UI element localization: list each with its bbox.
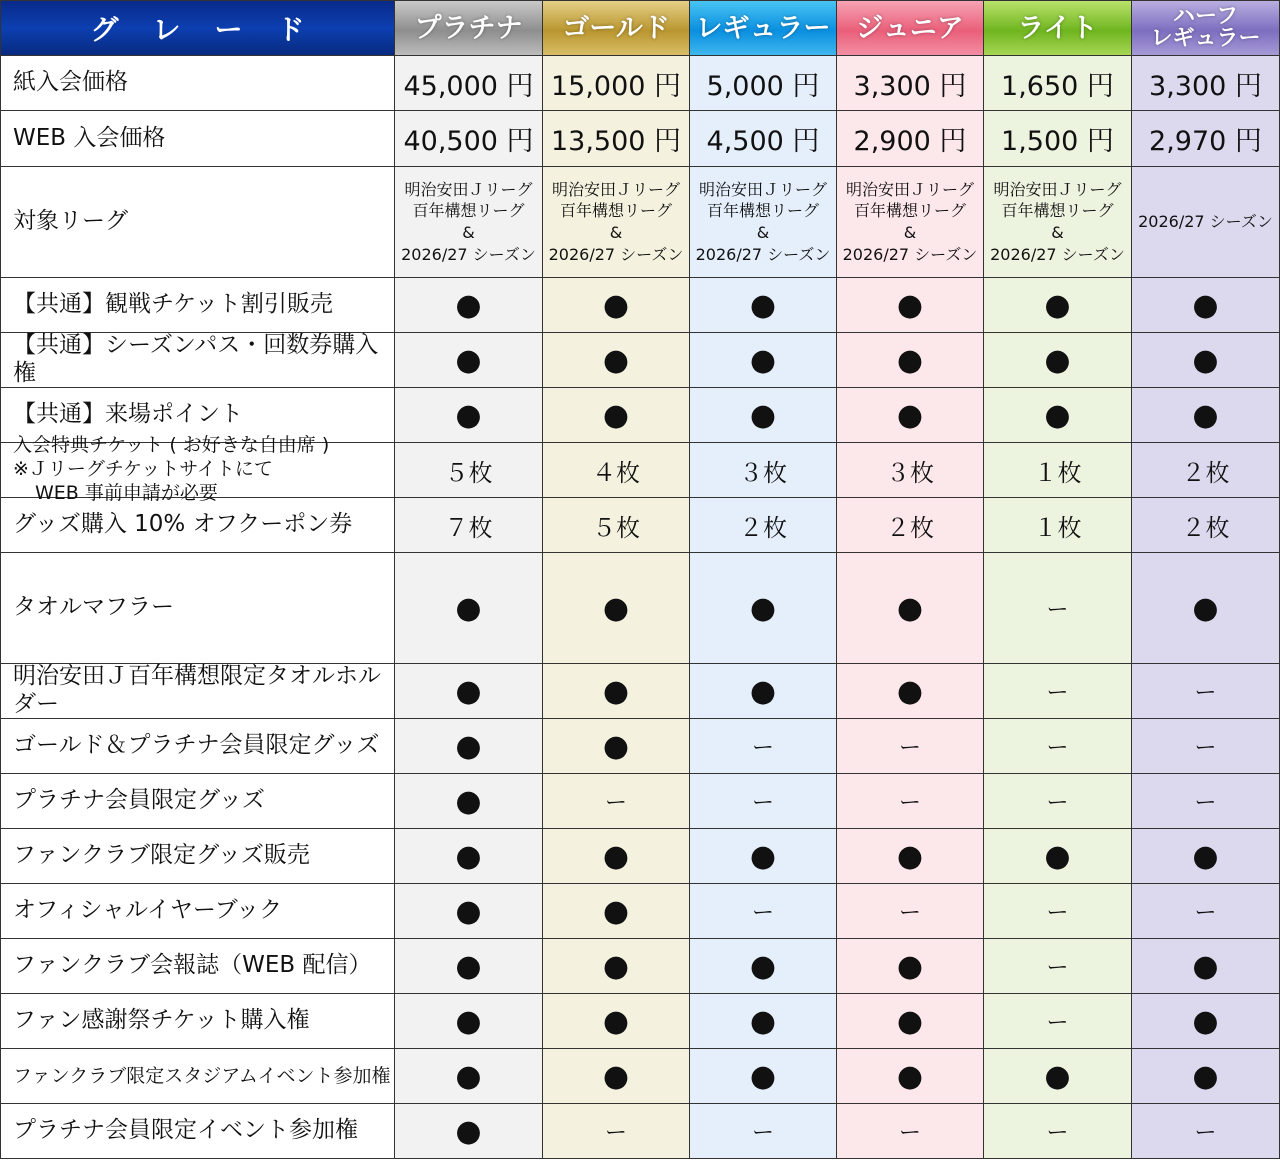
included-mark: ● <box>1132 1049 1280 1104</box>
included-mark: ● <box>1132 278 1280 333</box>
row-label-line: 【共通】来場ポイント <box>13 401 243 428</box>
included-mark: ● <box>837 829 984 884</box>
included-mark: ● <box>837 1049 984 1104</box>
included-mark: ● <box>690 1049 837 1104</box>
included-mark: ● <box>837 278 984 333</box>
row-label-line: ファンクラブ限定スタジアムイベント参加権 <box>13 1064 391 1087</box>
row-label <box>0 1049 395 1104</box>
league-line: 明治安田Ｊリーグ <box>993 179 1122 199</box>
not-included-mark: ー <box>984 884 1132 939</box>
included-mark: ● <box>837 388 984 443</box>
not-included-mark: ー <box>1132 1104 1280 1159</box>
league-line: 明治安田Ｊリーグ <box>404 179 533 199</box>
included-mark: ● <box>543 664 690 719</box>
count-cell: ２枚 <box>690 498 837 553</box>
included-mark: ● <box>837 939 984 994</box>
included-mark: ● <box>543 884 690 939</box>
league-cell <box>395 167 543 278</box>
not-included-mark: ー <box>984 774 1132 829</box>
league-line: & <box>609 223 623 242</box>
included-mark: ● <box>1132 829 1280 884</box>
not-included-mark: ー <box>543 774 690 829</box>
row-label <box>0 333 395 388</box>
row-label-line: 【共通】シーズンパス・回数券購入権 <box>13 332 379 386</box>
league-line: 百年構想リーグ <box>706 201 819 221</box>
row-label-line: 【共通】観戦チケット割引販売 <box>13 291 333 318</box>
included-mark: ● <box>690 278 837 333</box>
row-label <box>0 884 395 939</box>
included-mark: ● <box>395 333 543 388</box>
included-mark: ● <box>837 664 984 719</box>
price-cell: 13,500 円 <box>543 111 690 167</box>
row-label <box>0 433 395 505</box>
row-label <box>0 994 395 1049</box>
included-mark: ● <box>395 278 543 333</box>
included-mark: ● <box>395 388 543 443</box>
included-mark: ● <box>395 884 543 939</box>
row-label <box>0 167 395 278</box>
included-mark: ● <box>690 333 837 388</box>
league-line: 2026/27 シーズン <box>401 244 536 264</box>
not-included-mark: ー <box>690 774 837 829</box>
not-included-mark: ー <box>984 719 1132 774</box>
tier-header-gold <box>543 0 690 56</box>
not-included-mark: ー <box>984 939 1132 994</box>
row-label <box>0 774 395 829</box>
not-included-mark: ー <box>1132 774 1280 829</box>
league-line: 百年構想リーグ <box>853 201 966 221</box>
not-included-mark: ー <box>984 553 1132 664</box>
count-cell: ７枚 <box>395 498 543 553</box>
row-label-line: 明治安田Ｊ百年構想限定タオルホルダー <box>13 663 381 717</box>
row-label-line: グッズ購入 10% オフクーポン券 <box>13 511 353 538</box>
league-line: 2026/27 シーズン <box>695 244 831 264</box>
price-cell: 1,650 円 <box>984 56 1132 111</box>
included-mark: ● <box>543 553 690 664</box>
tier-name-line: レギュラー <box>1150 26 1261 51</box>
not-included-mark: ー <box>984 1104 1132 1159</box>
count-cell: １枚 <box>984 443 1132 498</box>
tier-name-line: プラチナ <box>414 12 523 44</box>
count-cell: ２枚 <box>837 498 984 553</box>
included-mark: ● <box>1132 333 1280 388</box>
included-mark: ● <box>543 333 690 388</box>
row-label-line: ゴールド＆プラチナ会員限定グッズ <box>13 732 380 759</box>
price-cell: 3,300 円 <box>1132 56 1280 111</box>
count-cell: ２枚 <box>1132 443 1280 498</box>
included-mark: ● <box>395 1104 543 1159</box>
league-cell <box>984 167 1132 278</box>
included-mark: ● <box>690 829 837 884</box>
row-label-line: WEB 入会価格 <box>13 124 166 151</box>
tier-name-line: レギュラー <box>695 12 831 44</box>
row-label-line: ※Ｊリーグチケットサイトにて <box>13 457 273 480</box>
row-label-line: ファンクラブ会報誌（WEB 配信） <box>13 952 372 979</box>
included-mark: ● <box>543 278 690 333</box>
league-line: & <box>756 223 770 242</box>
price-cell: 5,000 円 <box>690 56 837 111</box>
not-included-mark: ー <box>690 1104 837 1159</box>
not-included-mark: ー <box>837 774 984 829</box>
price-cell: 40,500 円 <box>395 111 543 167</box>
included-mark: ● <box>543 939 690 994</box>
included-mark: ● <box>690 553 837 664</box>
not-included-mark: ー <box>690 719 837 774</box>
price-cell: 2,900 円 <box>837 111 984 167</box>
included-mark: ● <box>984 388 1132 443</box>
count-cell: ４枚 <box>543 443 690 498</box>
included-mark: ● <box>690 994 837 1049</box>
included-mark: ● <box>1132 388 1280 443</box>
row-label <box>0 553 395 664</box>
tier-name-line: ゴールド <box>562 12 670 44</box>
included-mark: ● <box>543 388 690 443</box>
row-label-line: 入会特典チケット ( お好きな自由席 ) <box>13 433 330 456</box>
league-cell <box>690 167 837 278</box>
included-mark: ● <box>1132 939 1280 994</box>
included-mark: ● <box>395 939 543 994</box>
league-cell <box>1132 167 1280 278</box>
tier-header-light <box>984 0 1132 56</box>
included-mark: ● <box>984 278 1132 333</box>
row-label-line: 対象リーグ <box>13 208 128 235</box>
league-line: 2026/27 シーズン <box>1138 212 1273 232</box>
league-line: 2026/27 シーズン <box>842 244 978 264</box>
league-line: 明治安田Ｊリーグ <box>845 179 974 199</box>
included-mark: ● <box>690 664 837 719</box>
count-cell: ３枚 <box>690 443 837 498</box>
included-mark: ● <box>1132 553 1280 664</box>
grade-header: グレード <box>0 0 395 56</box>
not-included-mark: ー <box>1132 719 1280 774</box>
tier-header-half-regular <box>1132 0 1280 56</box>
included-mark: ● <box>984 829 1132 884</box>
not-included-mark: ー <box>984 664 1132 719</box>
row-label <box>0 56 395 111</box>
row-label <box>0 111 395 167</box>
not-included-mark: ー <box>1132 664 1280 719</box>
row-label-line: ファンクラブ限定グッズ販売 <box>13 842 310 869</box>
included-mark: ● <box>690 939 837 994</box>
row-label-line: ファン感謝祭チケット購入権 <box>13 1007 310 1034</box>
row-label <box>0 1104 395 1159</box>
included-mark: ● <box>395 1049 543 1104</box>
row-label-line: プラチナ会員限定グッズ <box>13 787 265 814</box>
count-cell: ３枚 <box>837 443 984 498</box>
included-mark: ● <box>395 553 543 664</box>
included-mark: ● <box>543 719 690 774</box>
price-cell: 2,970 円 <box>1132 111 1280 167</box>
tier-header-platinum <box>395 0 543 56</box>
league-line: 2026/27 シーズン <box>548 244 684 264</box>
included-mark: ● <box>1132 994 1280 1049</box>
row-label-line: タオルマフラー <box>13 594 174 621</box>
included-mark: ● <box>984 333 1132 388</box>
tier-name-line: ハーフ <box>1173 4 1238 29</box>
league-line: 2026/27 シーズン <box>990 244 1125 264</box>
price-cell: 3,300 円 <box>837 56 984 111</box>
price-cell: 15,000 円 <box>543 56 690 111</box>
tier-name-line: ライト <box>1017 12 1098 44</box>
price-cell: 4,500 円 <box>690 111 837 167</box>
not-included-mark: ー <box>1132 884 1280 939</box>
league-line: & <box>903 223 917 242</box>
included-mark: ● <box>837 994 984 1049</box>
price-cell: 45,000 円 <box>395 56 543 111</box>
not-included-mark: ー <box>543 1104 690 1159</box>
included-mark: ● <box>984 1049 1132 1104</box>
row-label <box>0 498 395 553</box>
league-line: 明治安田Ｊリーグ <box>698 179 827 199</box>
tier-header-junior <box>837 0 984 56</box>
included-mark: ● <box>395 774 543 829</box>
included-mark: ● <box>543 829 690 884</box>
not-included-mark: ー <box>837 884 984 939</box>
not-included-mark: ー <box>690 884 837 939</box>
not-included-mark: ー <box>837 719 984 774</box>
included-mark: ● <box>395 719 543 774</box>
row-label-line: WEB 事前申請が必要 <box>35 482 218 505</box>
included-mark: ● <box>837 553 984 664</box>
count-cell: ５枚 <box>395 443 543 498</box>
league-cell <box>543 167 690 278</box>
row-label <box>0 719 395 774</box>
included-mark: ● <box>543 994 690 1049</box>
count-cell: ２枚 <box>1132 498 1280 553</box>
league-line: 百年構想リーグ <box>412 201 525 221</box>
league-line: & <box>1051 223 1064 242</box>
row-label-line: 紙入会価格 <box>13 69 128 96</box>
row-label <box>0 278 395 333</box>
tier-header-regular <box>690 0 837 56</box>
included-mark: ● <box>690 388 837 443</box>
row-label-line: オフィシャルイヤーブック <box>13 897 283 924</box>
league-cell <box>837 167 984 278</box>
league-line: 百年構想リーグ <box>559 201 672 221</box>
row-label <box>0 664 395 719</box>
league-line: & <box>462 223 475 242</box>
count-cell: ５枚 <box>543 498 690 553</box>
included-mark: ● <box>395 994 543 1049</box>
not-included-mark: ー <box>837 1104 984 1159</box>
league-line: 百年構想リーグ <box>1001 201 1114 221</box>
price-cell: 1,500 円 <box>984 111 1132 167</box>
included-mark: ● <box>543 1049 690 1104</box>
included-mark: ● <box>837 333 984 388</box>
count-cell: １枚 <box>984 498 1132 553</box>
tier-name-line: ジュニア <box>856 12 964 44</box>
included-mark: ● <box>395 664 543 719</box>
row-label <box>0 939 395 994</box>
row-label-line: プラチナ会員限定イベント参加権 <box>13 1117 358 1144</box>
not-included-mark: ー <box>984 994 1132 1049</box>
row-label <box>0 829 395 884</box>
included-mark: ● <box>395 829 543 884</box>
league-line: 明治安田Ｊリーグ <box>551 179 680 199</box>
